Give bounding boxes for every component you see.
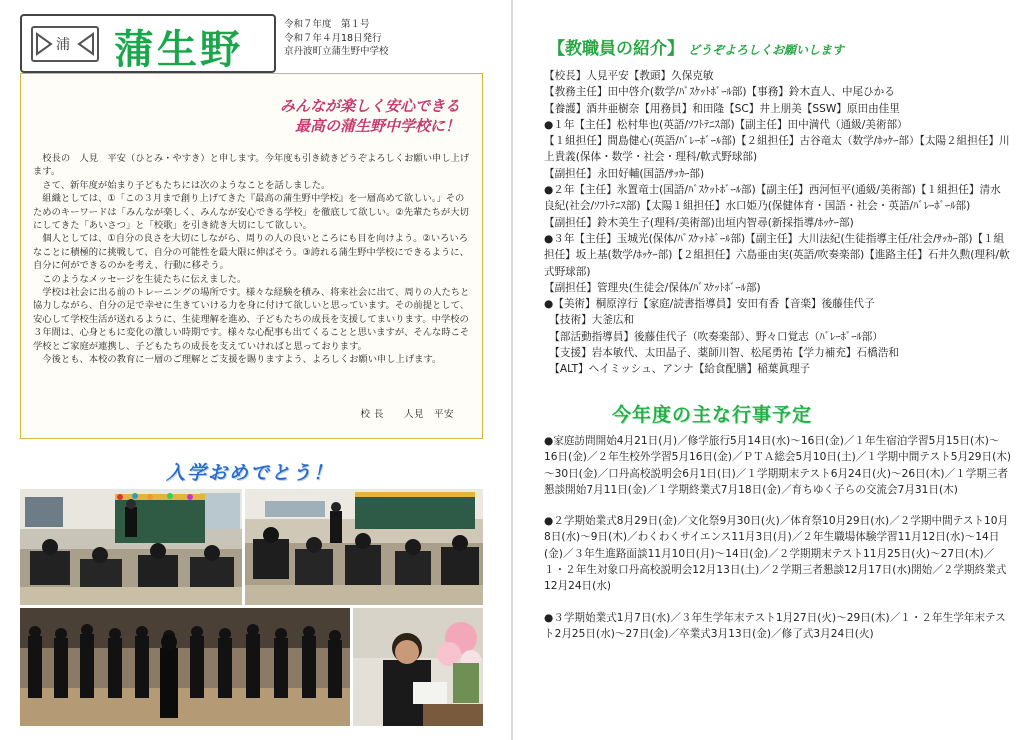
staff-line: 【１組担任】間島健心(英語/ﾊﾞﾚｰﾎﾞｰﾙ部)【２組担任】古谷竜太（数学/ﾎｯｹｰ部）【太陽２組担任】川上貴義(保体・数学・社会・理科/軟式野球部) — [544, 135, 1010, 164]
staff-line: 【副担任】鈴木美生子(理科/美術部)出垣内智尋(新採指導/ﾎｯｹｰ部) — [544, 216, 854, 229]
staff-title: 【教職員の紹介】 — [548, 39, 684, 59]
enrollment-heading: 入学おめでとう！ — [166, 462, 335, 484]
message-paragraph: 学校は社会に出る前のトレーニングの場所です。様々な経験を積み、将来社会に出て、周りの人たちと協力しながら、自分の足で幸せに生きていける力を身に付けて欲しいと思っています。その前提として、安心して学校生活が送れるように、生徒理解を進め、子どもたちの成長を支援してまいります。中学校の３年間は、心身ともに変化の激しい時期です。様々な心配事も出てくることと思いますが、そんな時こそ学校とご家庭が連携し、子どもたちの成長を支えていければと思っております。 — [33, 287, 470, 352]
emblem-char: 浦 — [56, 37, 70, 53]
staff-line: ●１年【主任】松村隼也(英語/ｿﾌﾄﾃﾆｽ部)【副主任】田中満代（通級/美術部） — [544, 118, 908, 131]
message-paragraph: さて、新年度が始まり子どもたちには次のようなことを話しました。 — [42, 179, 331, 191]
events-heading: 今年度の主な行事予定 — [612, 404, 813, 426]
classroom-photo — [20, 489, 242, 605]
school-name: 京丹波町立蒲生野中学校 — [284, 46, 389, 57]
slogan-line-2: 最高の蒲生野中学校に！ — [294, 117, 460, 135]
classroom-photo-2 — [245, 489, 483, 605]
message-paragraph: このようなメッセージを生徒たちに伝えました。 — [42, 273, 247, 285]
staff-subtitle: どうぞよろしくお願いします — [688, 43, 845, 57]
events-term-2: ●２学期始業式8月29日(金)／文化祭9月30日(火)／体育祭10月29日(水)／２学期中間テスト10月8日(水)～9日(木)／わくわくサイエンス11月3日(月)／２年生職場体験学習11月12日(水)～14日(金)／３年生進路面談11月10日(月)～14日(金)／２学期期末テスト11月25日(火)～27日(木)／１・２年生対象口丹高校説明会12月13日(土)／２学期三者懇談12月17日(水)開始／２学期終業式12月24日(水) — [544, 515, 1009, 593]
events-schedule — [544, 433, 1012, 657]
staff-line: 【副担任】管理央(生徒会/保体/ﾊﾞｽｹｯﾄﾎﾞｰﾙ部) — [544, 281, 761, 294]
staff-list — [544, 68, 1010, 378]
message-body — [33, 152, 473, 367]
events-term-1: ●家庭訪問開始4月21日(月)／修学旅行5月14日(水)～16日(金)／１年生宿泊学習5月15日(木)～16日(金)／２年生校外学習5月16日(金)／ＰＴＡ総会5月10日(土)／１学期中間テスト5月29日(木)～30日(金)／口丹高校説明会6月1日(日)／１学期期末テスト6月24日(火)～26日(木)／１学期三者懇談開始7月11日(金)／１学期終業式7月18日(金)／育ちゆく子らの交流会7月31日(木) — [544, 435, 1011, 496]
staff-line: 【校長】人見平安【教頭】久保克敏 — [544, 70, 714, 82]
issue-number: 令和７年度 第１号 — [284, 19, 370, 30]
staff-line: 【副担任】永田好輔(国語/ｻｯｶｰ部) — [544, 167, 705, 180]
school-emblem-icon — [31, 26, 99, 62]
principal-signature: 校 長 人見 平安 — [360, 409, 454, 420]
message-paragraph: 組織としては、①「この３月まで創り上げてきた『最高の蒲生野中学校』を一層高めて欲しい。」そのためのキーワードは「みんなが楽しく、みんなが安心できる学校」を徹底して欲しい。②先輩たちが大切にしてきた「あいさつ」と「校歌」を引き続き大切にして欲しい。 — [33, 193, 469, 232]
slogan — [280, 96, 460, 136]
staff-line: ●２年【主任】氷置竜士(国語/ﾊﾞｽｹｯﾄﾎﾞｰﾙ部)【副主任】西河恒平(通級/美術部)【１組担任】清水良紀(社会/ｿﾌﾄﾃﾆｽ部)【太陽１組担任】水口姫乃(保健体育・国語・社会・英語/ﾊﾞﾚｰﾎﾞｰﾙ部) — [544, 184, 1001, 213]
staff-heading — [548, 34, 844, 59]
message-paragraph: 今後とも、本校の教育に一層のご理解とご支援を賜りますよう、よろしくお願い申し上げます。 — [42, 354, 442, 366]
photo-collage — [20, 489, 483, 726]
newsletter-title: 蒲生野 — [114, 26, 243, 73]
staff-line: ●【美術】桐原淳行【家庭/読書指導員】安田有香【音楽】後藤佳代子 — [544, 298, 875, 311]
events-term-3: ●３学期始業式1月7日(水)／３年生学年末テスト1月27日(火)～29日(木)／１・２年生学年末テスト2月25日(水)～27日(金)／卒業式3月13日(金)／修了式3月24日(火) — [544, 611, 1006, 640]
slogan-line-1: みんなが楽しく安心できる — [279, 97, 460, 115]
left-page — [0, 0, 511, 740]
student-speech-photo — [353, 608, 483, 726]
issue-date: 令和７年４月18日発行 — [284, 32, 382, 44]
staff-line: 【教務主任】田中啓介(数学/ﾊﾞｽｹｯﾄﾎﾞｰﾙ部)【事務】鈴木直人、中尾ひかる — [544, 86, 895, 99]
ceremony-photo — [20, 608, 350, 726]
staff-line: 【技術】大釜広和 — [544, 314, 635, 327]
principal-message-box — [20, 73, 483, 439]
issue-info — [284, 18, 389, 59]
staff-line: ●３年【主任】玉城光(保体/ﾊﾞｽｹｯﾄﾎﾞｰﾙ部)【副主任】大川法紀(生徒指導主任/社会/ｻｯｶｰ部)【１組担任】坂上基(数学/ﾎｯｹｰ部)【２組担任】六島亜由実(英語/吹奏楽部)【進路主任】石井久勲(理科/軟式野球部) — [544, 232, 1010, 278]
staff-line: 【養護】酒井亜樹奈【用務員】和田隆【SC】井上朋美【SSW】原田由佳里 — [544, 102, 900, 115]
staff-line: 【ALT】ヘイミッシュ、アンナ【給食配膳】稲葉眞理子 — [544, 363, 811, 376]
masthead — [20, 14, 276, 73]
staff-line: 【支援】岩本敏代、太田晶子、薬師川智、松尾勇祐【学力補充】石橋浩和 — [544, 347, 899, 360]
staff-line: 【部活動指導員】後藤佳代子（吹奏楽部）、野々口覚志（ﾊﾞﾚｰﾎﾞｰﾙ部） — [544, 330, 883, 343]
message-paragraph: 個人としては、①自分の良さを大切にしながら、周りの人の良いところにも目を向けよう。②いろいろなことに積極的に挑戦して、自分の可能性を最大限に伸ばそう。③誇れる蒲生野中学校にできるように、自分に何ができるのかを考え、行動に移そう。 — [33, 233, 469, 272]
message-paragraph: 校長の 人見 平安（ひとみ・やすき）と申します。今年度も引き続きどうぞよろしくお願い申し上げます。 — [33, 153, 470, 178]
